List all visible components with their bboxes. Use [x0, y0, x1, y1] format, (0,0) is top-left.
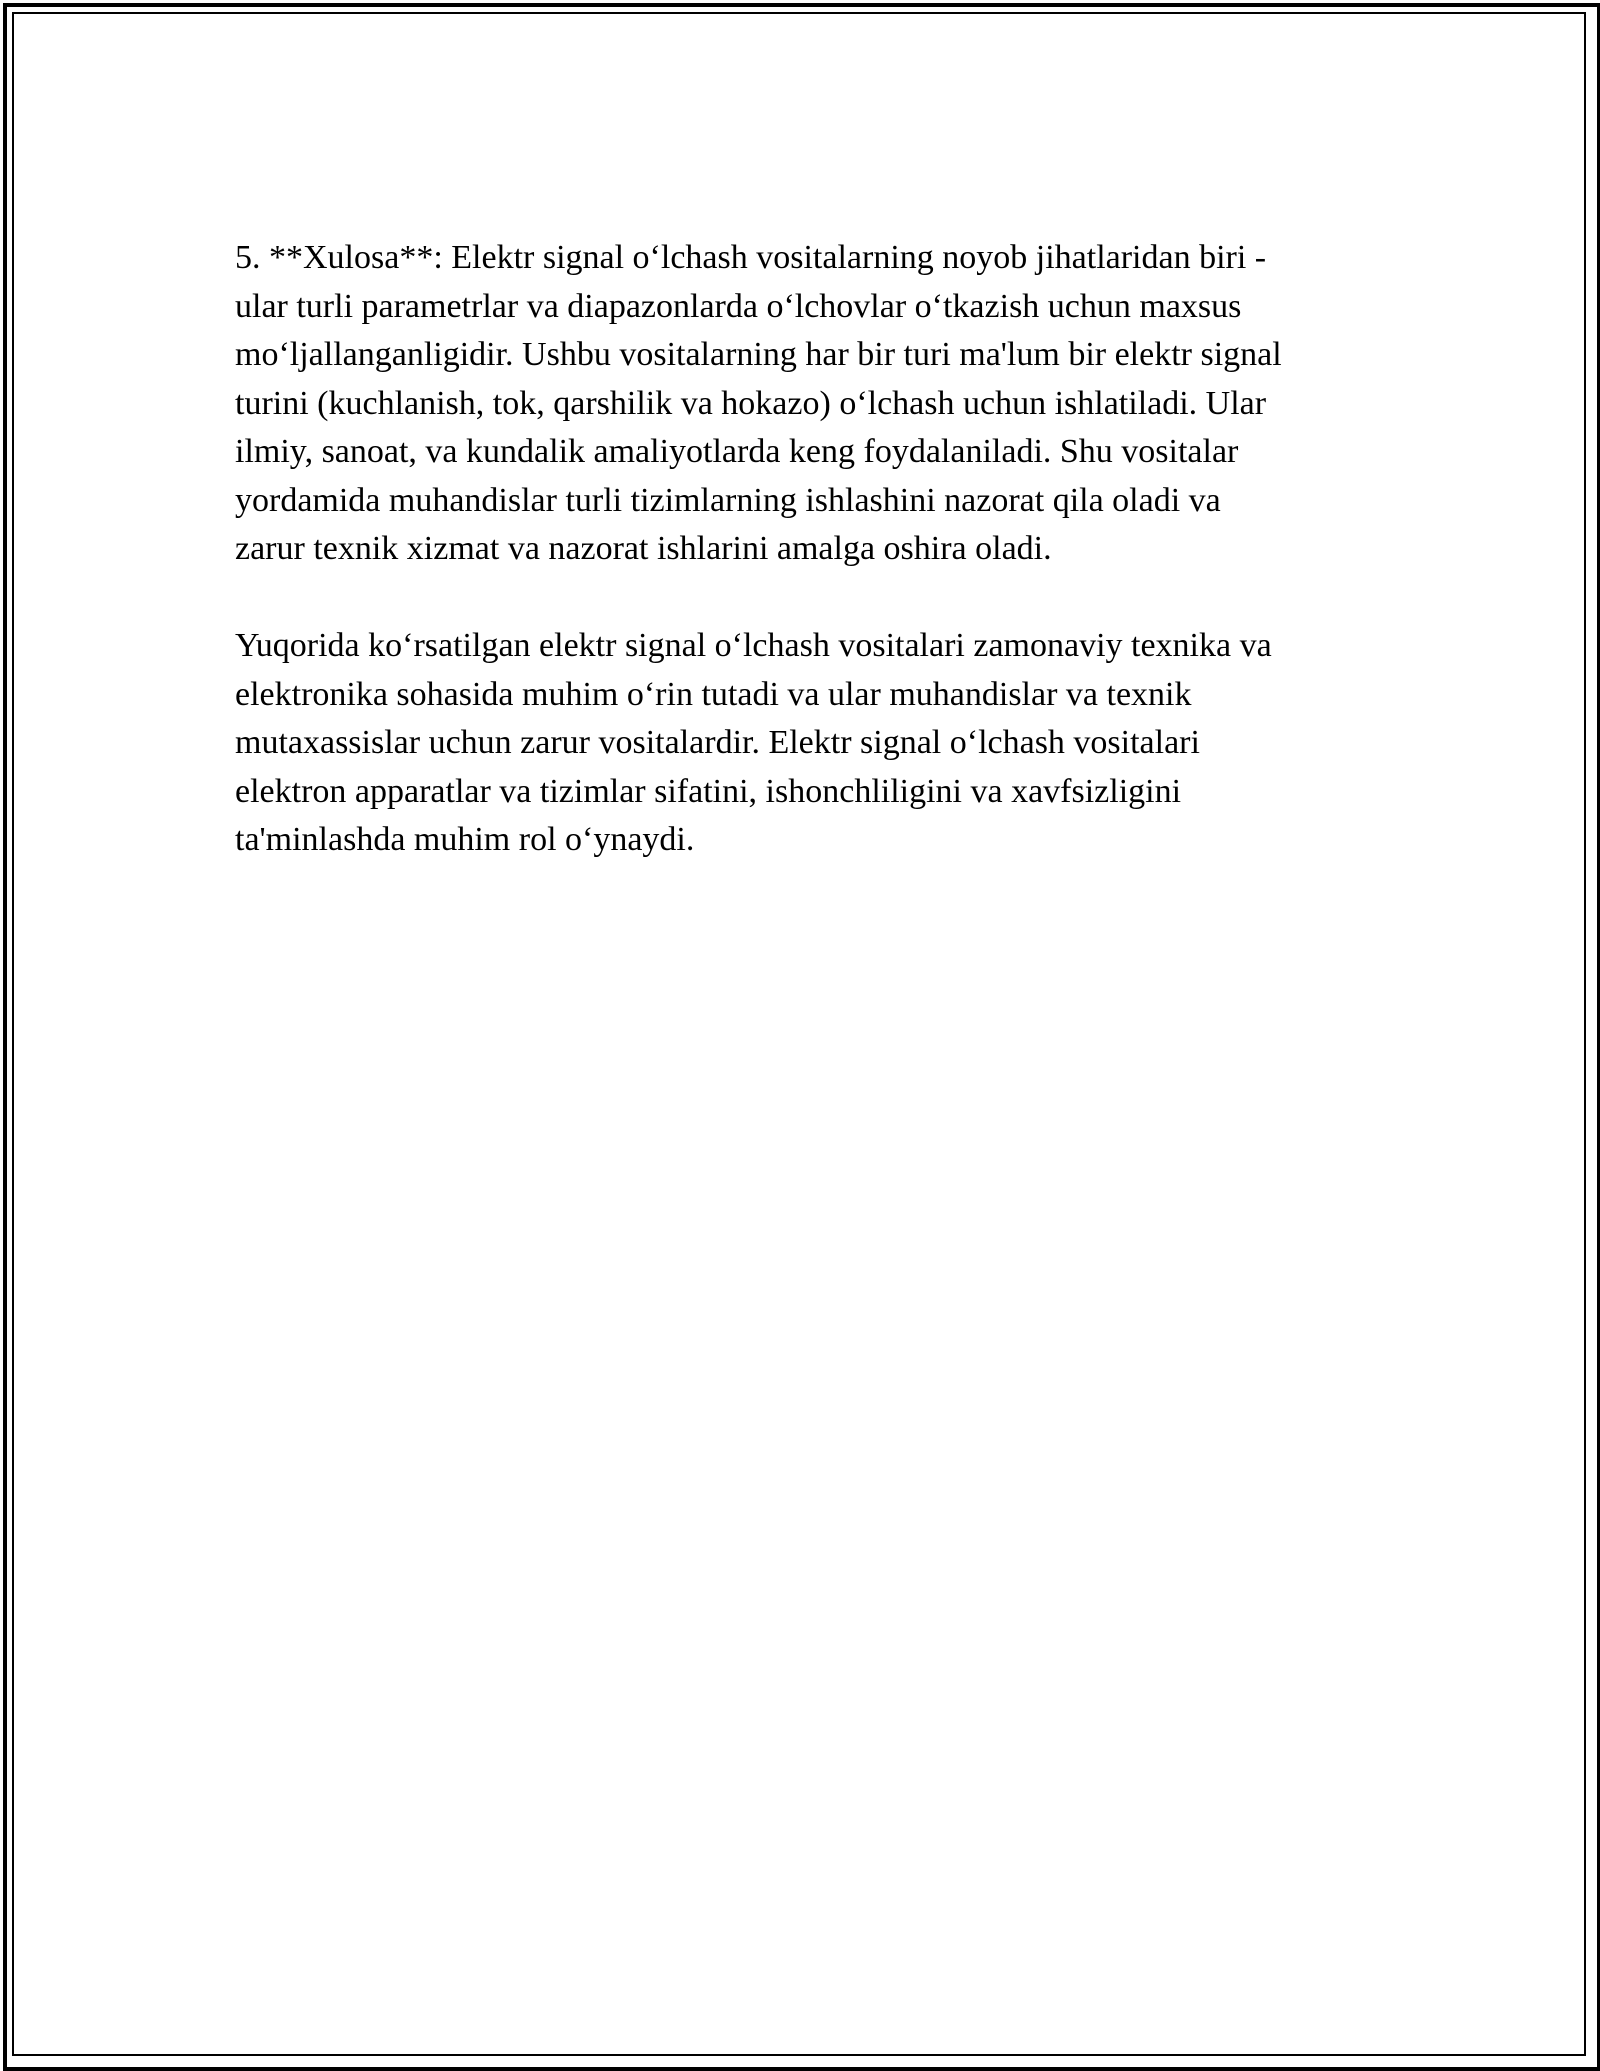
text-line: elektron apparatlar va tizimlar sifatini, ishonchliligini va xavfsizligini — [235, 772, 1182, 810]
text-line: 5. **Xulosa**: Elektr signal o‘lchash vositalarning noyob jihatlaridan biri - — [235, 239, 1267, 276]
text-line: zarur texnik xizmat va nazorat ishlarini amalga oshira oladi. — [235, 530, 1052, 567]
paragraph-summary — [235, 622, 1385, 865]
text-line: mo‘ljallanganligidir. Ushbu vositalarning har bir turi ma'lum bir elektr signal — [235, 336, 1282, 373]
text-line: mutaxassislar uchun zarur vositalardir. Elektr signal o‘lchash vositalari — [235, 724, 1200, 761]
paragraph-conclusion — [235, 234, 1385, 574]
text-line: elektronika sohasida muhim o‘rin tutadi va ular muhandislar va texnik — [235, 675, 1192, 713]
text-line: ta'minlashda muhim rol o‘ynaydi. — [235, 821, 695, 858]
text-line: ilmiy, sanoat, va kundalik amaliyotlarda keng foydalaniladi. Shu vositalar — [235, 433, 1239, 470]
text-line: ular turli parametrlar va diapazonlarda o‘lchovlar o‘tkazish uchun maxsus — [235, 287, 1242, 325]
text-line: turini (kuchlanish, tok, qarshilik va hokazo) o‘lchash uchun ishlatiladi. Ular — [235, 384, 1267, 422]
text-line: Yuqorida ko‘rsatilgan elektr signal o‘lchash vositalari zamonaviy texnika va — [235, 627, 1272, 664]
text-line: yordamida muhandislar turli tizimlarning ishlashini nazorat qila oladi va — [235, 481, 1221, 519]
